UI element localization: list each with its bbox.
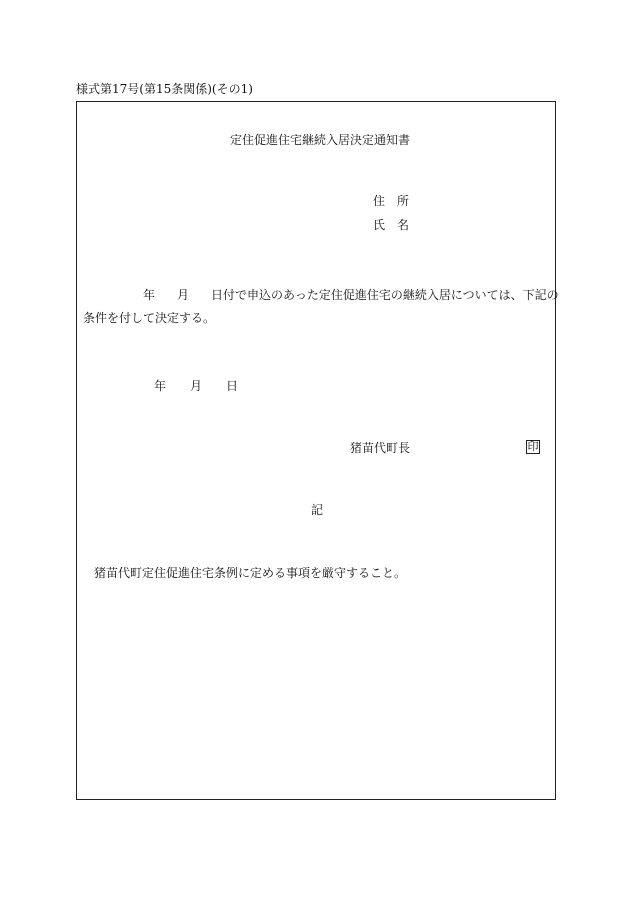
address-label: 住 所: [373, 194, 410, 208]
body-text-line-1: 日付で申込のあった定住促進住宅の継続入居については、下記の: [211, 288, 559, 302]
decision-month-label: 月: [190, 379, 203, 393]
issuer-name: 猪苗代町長: [350, 441, 411, 455]
seal-mark: 印: [527, 440, 539, 453]
condition-text: 猪苗代町定住促進住宅条例に定める事項を厳守すること。: [94, 566, 407, 580]
form-number-header: 様式第17号(第15条関係)(その1): [76, 82, 253, 96]
application-year-label: 年: [143, 288, 156, 302]
document-title: 定住促進住宅継続入居決定通知書: [230, 133, 411, 147]
application-month-label: 月: [177, 288, 190, 302]
decision-year-label: 年: [154, 379, 167, 393]
ki-heading: 記: [311, 503, 324, 517]
document-frame: [76, 101, 556, 800]
decision-day-label: 日: [226, 379, 239, 393]
body-text-line-2: 条件を付して決定する。: [83, 311, 216, 325]
name-label: 氏 名: [373, 218, 410, 232]
